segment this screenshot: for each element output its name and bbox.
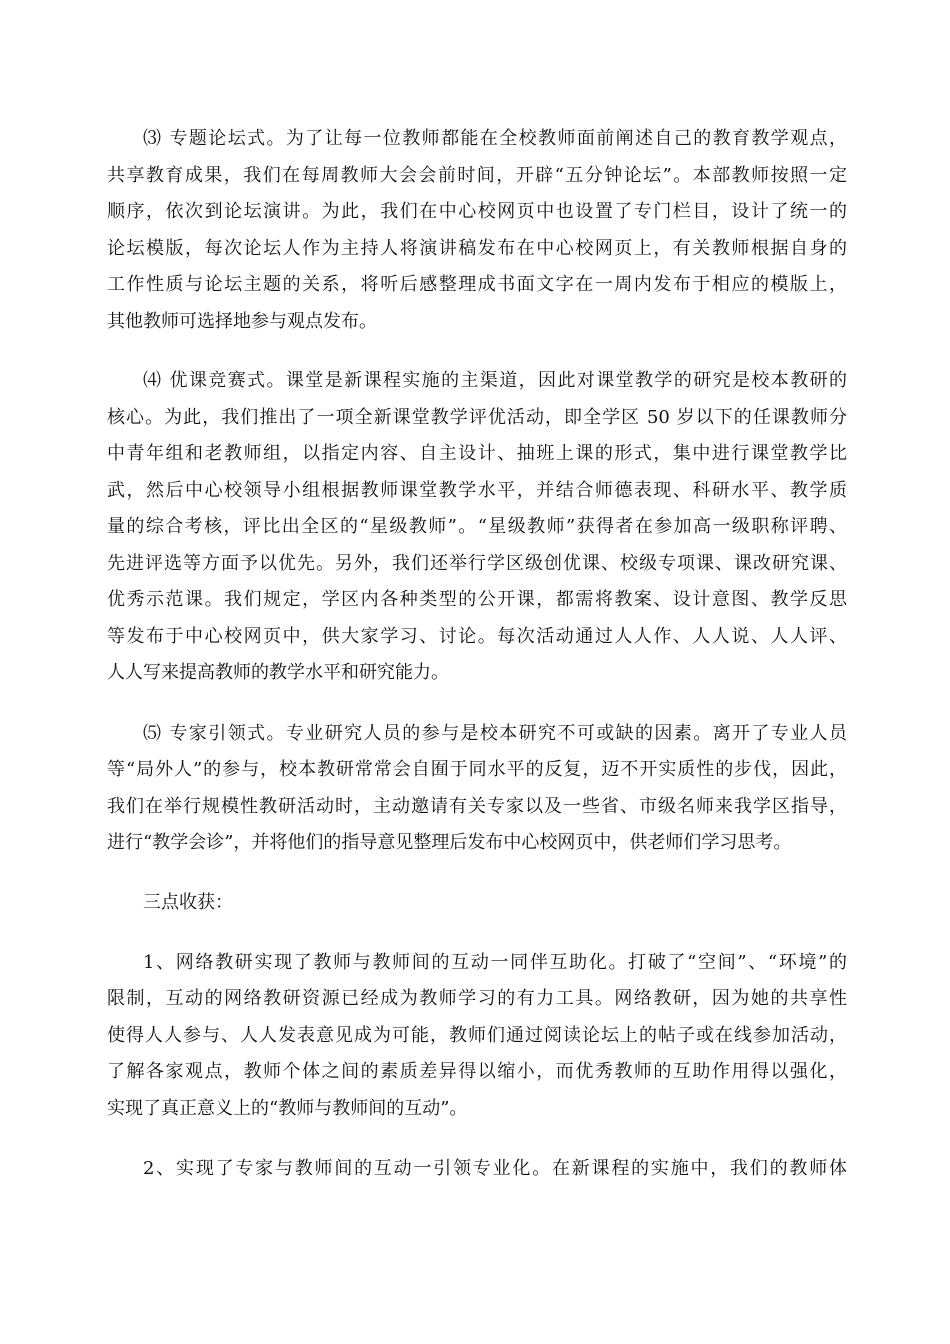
harvest-1-line-1: 1、网络教研实现了教师与教师间的互动一同伴互助化。打破了“空间”、“环境”的	[143, 952, 847, 973]
harvest-heading: 三点收获：	[143, 892, 233, 913]
paragraph-4-line-1: ⑷ 优课竞赛式。课堂是新课程实施的主渠道，因此对课堂教学的研究是校本教研的	[143, 370, 847, 391]
paragraph-3-line-4: 论坛模版，每次论坛人作为主持人将演讲稿发布在中心校网页上，有关教师根据自身的	[107, 238, 847, 259]
paragraph-4-line-3: 中青年组和老教师组，以指定内容、自主设计、抽班上课的形式，集中进行课堂教学比	[107, 443, 847, 464]
paragraph-3-line-2: 共享教育成果，我们在每周教师大会会前时间，开辟“五分钟论坛”。本部教师按照一定	[107, 165, 847, 186]
paragraph-4-line-4: 武，然后中心校领导小组根据教师课堂教学水平，并结合师德表现、科研水平、教学质	[107, 480, 847, 501]
paragraph-3-line-6: 其他教师可选择地参与观点发布。	[107, 311, 377, 332]
paragraph-5-line-4: 进行“教学会诊”，并将他们的指导意见整理后发布中心校网页中，供老师们学习思考。	[107, 832, 792, 853]
paragraph-4-line-5: 量的综合考核，评比出全区的“星级教师”。“星级教师”获得者在参加高一级职称评聘、	[107, 516, 847, 537]
paragraph-5-line-2: 等“局外人”的参与，校本教研常常会自囿于同水平的反复，迈不开实质性的步伐，因此，	[107, 759, 847, 780]
harvest-1-line-3: 使得人人参与、人人发表意见成为可能，教师们通过阅读论坛上的帖子或在线参加活动，	[107, 1025, 847, 1046]
paragraph-5-line-3: 我们在举行规模性教研活动时，主动邀请有关专家以及一些省、市级名师来我学区指导，	[107, 796, 847, 817]
paragraph-4-line-9: 人人写来提高教师的教学水平和研究能力。	[107, 662, 449, 683]
harvest-2-line-1: 2、实现了专家与教师间的互动一引领专业化。在新课程的实施中，我们的教师体	[143, 1158, 847, 1179]
paragraph-5-line-1: ⑸ 专家引领式。专业研究人员的参与是校本研究不可或缺的因素。离开了专业人员	[143, 723, 847, 744]
paragraph-4-line-6: 先进评选等方面予以优先。另外，我们还举行学区级创优课、校级专项课、课改研究课、	[107, 553, 847, 574]
paragraph-3-line-1: ⑶ 专题论坛式。为了让每一位教师都能在全校教师面前阐述自己的教育教学观点，	[143, 128, 847, 149]
paragraph-4-line-8: 等发布于中心校网页中，供大家学习、讨论。每次活动通过人人作、人人说、人人评、	[107, 626, 847, 647]
paragraph-3-line-5: 工作性质与论坛主题的关系，将听后感整理成书面文字在一周内发布于相应的模版上，	[107, 274, 847, 295]
paragraph-4-line-7: 优秀示范课。我们规定，学区内各种类型的公开课，都需将教案、设计意图、教学反思	[107, 589, 847, 610]
paragraph-3-line-3: 顺序，依次到论坛演讲。为此，我们在中心校网页中也设置了专门栏目，设计了统一的	[107, 201, 847, 222]
paragraph-4-line-2: 核心。为此，我们推出了一项全新课堂教学评优活动，即全学区 50 岁以下的任课教师分	[107, 407, 847, 428]
harvest-1-line-4: 了解各家观点，教师个体之间的素质差异得以缩小，而优秀教师的互助作用得以强化，	[107, 1061, 847, 1082]
harvest-1-line-2: 限制，互动的网络教研资源已经成为教师学习的有力工具。网络教研，因为她的共享性	[107, 988, 847, 1009]
harvest-1-line-5: 实现了真正意义上的“教师与教师间的互动”。	[107, 1098, 468, 1119]
